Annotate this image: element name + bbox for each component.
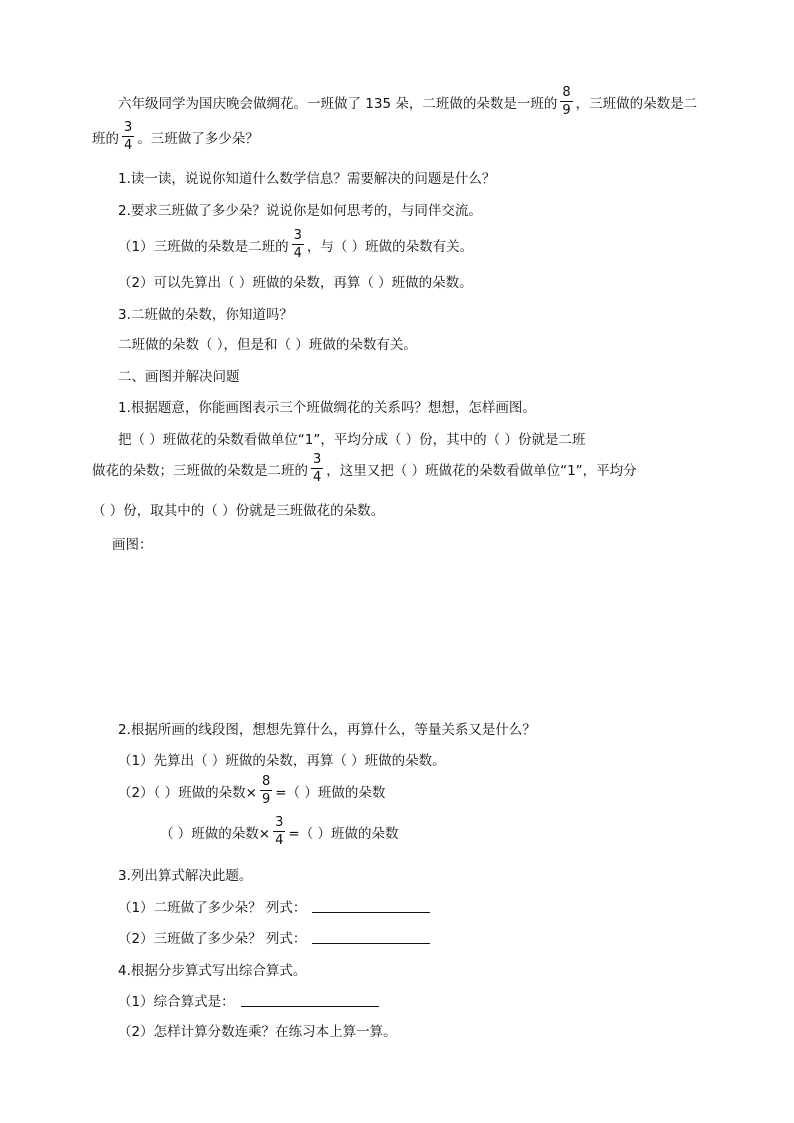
section2-question-3: 3.列出算式解决此题。 (118, 868, 253, 884)
section2-question-3-sub-1: （1）二班做了多少朵？ 列式： (118, 896, 430, 916)
answer-blank[interactable] (312, 931, 430, 944)
problem-text: ，三班做的朵数是二 (575, 95, 698, 112)
fraction: $\frac{3}{4}$ (124, 120, 133, 153)
answer-blank[interactable] (312, 900, 430, 913)
fraction: $\frac{8}{9}$ (562, 85, 571, 118)
problem-text: 。三班做了多少朵？ (137, 130, 259, 147)
section2-question-4: 4.根据分步算式写出综合算式。 (118, 963, 307, 979)
problem-text: 班的 (92, 130, 119, 147)
answer-blank[interactable] (241, 994, 379, 1007)
section2-question-2: 2.根据所画的线段图，想想先算什么，再算什么，等量关系又是什么？ (118, 722, 536, 738)
section-heading: 二、画图并解决问题 (118, 369, 240, 385)
section2-paragraph-line-1: 把（ ）班做花的朵数看做单位“1”，平均分成（ ）份，其中的（ ）份就是二班 (118, 432, 586, 448)
section2-question-2-sub-3: （ ）班做的朵数× $\frac{3}{4}$ =（ ）班做的朵数 (160, 815, 399, 848)
question-1: 1.读一读，说说你知道什么数学信息？需要解决的问题是什么？ (118, 171, 496, 187)
question-2: 2.要求三班做了多少朵？说说你是如何思考的，与同伴交流。 (118, 203, 482, 219)
section2-question-1: 1.根据题意，你能画图表示三个班做绸花的关系吗？想想，怎样画图。 (118, 400, 536, 416)
section2-question-3-sub-2: （2）三班做了多少朵？ 列式： (118, 927, 430, 947)
fraction: $\frac{3}{4}$ (313, 452, 322, 485)
section2-question-2-sub-1: （1）先算出（ ）班做的朵数，再算（ ）班做的朵数。 (118, 753, 446, 769)
question-2-sub-1: （1）三班做的朵数是二班的 $\frac{3}{4}$ ，与（ ）班做的朵数有关。 (118, 228, 474, 261)
section2-paragraph-line-3: （ ）份，取其中的（ ）份就是三班做花的朵数。 (92, 503, 385, 519)
question-3-answer: 二班做的朵数（ ），但是和（ ）班做的朵数有关。 (118, 337, 417, 353)
fraction: $\frac{3}{4}$ (293, 228, 302, 261)
section2-question-2-sub-2: （2）（ ）班做的朵数× $\frac{8}{9}$ =（ ）班做的朵数 (118, 774, 386, 807)
question-3: 3.二班做的朵数，你知道吗？ (118, 307, 293, 323)
problem-line-2 (92, 121, 259, 152)
section2-question-4-sub-2: （2）怎样计算分数连乘？在练习本上算一算。 (118, 1024, 397, 1040)
drawing-area[interactable] (112, 560, 692, 700)
drawing-label: 画图： (112, 537, 153, 553)
section2-paragraph-line-2: 做花的朵数；三班做的朵数是二班的 $\frac{3}{4}$ ，这里又把（ ）班做花的朵数看做单位“1”，平均分 (92, 452, 637, 485)
fraction: $\frac{3}{4}$ (275, 815, 284, 848)
section2-question-4-sub-1: （1）综合算式是： (118, 990, 379, 1010)
problem-text: 六年级同学为国庆晚会做绸花。一班做了 135 朵，二班做的朵数是一班的 (118, 95, 558, 112)
fraction: $\frac{8}{9}$ (261, 774, 271, 807)
problem-line-1 (118, 86, 697, 117)
question-2-sub-2: （2）可以先算出（ ）班做的朵数，再算（ ）班做的朵数。 (118, 275, 473, 291)
